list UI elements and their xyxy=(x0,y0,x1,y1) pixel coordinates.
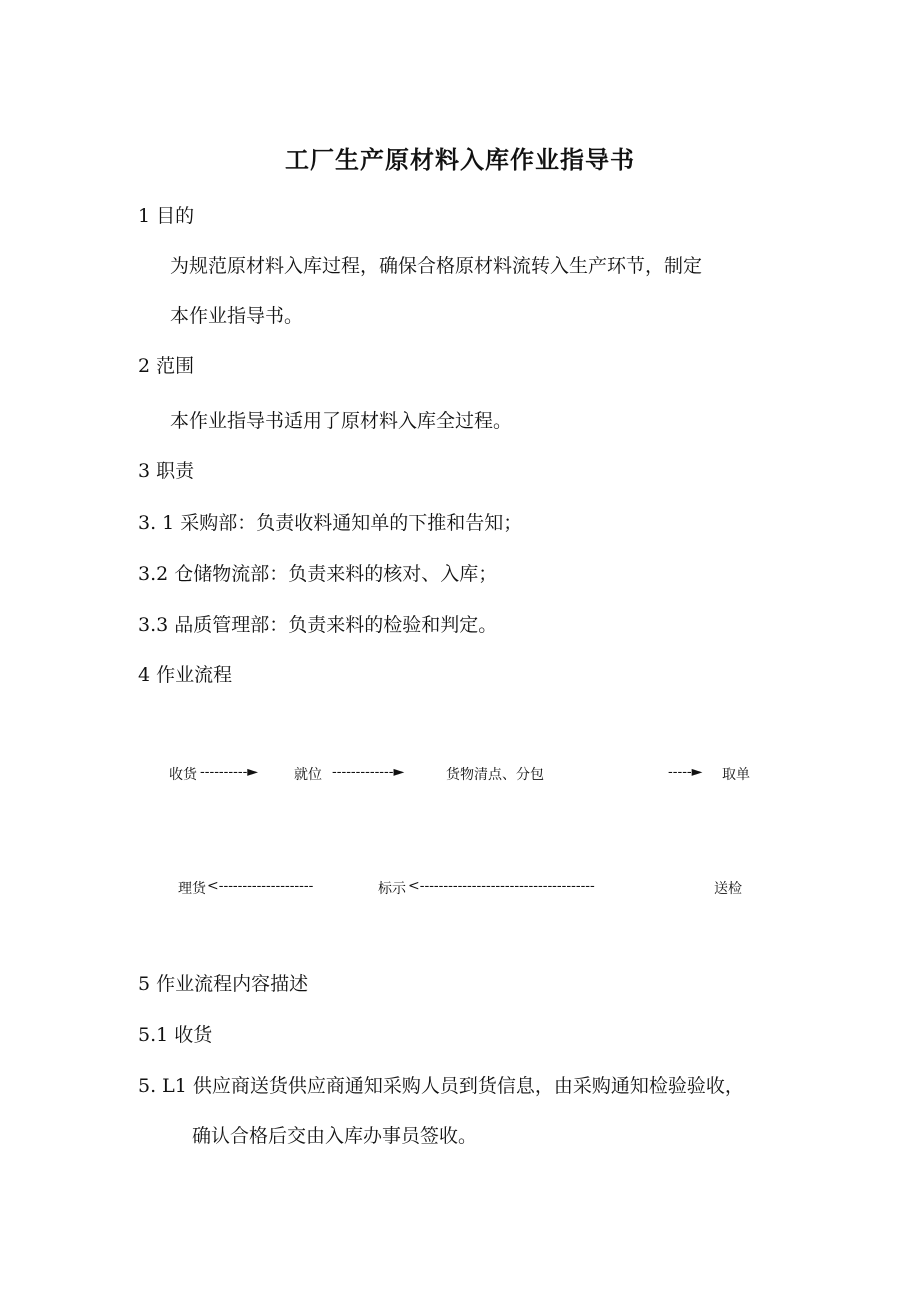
section-1-paragraph-line-2: 本作业指导书。 xyxy=(170,305,304,327)
flow-step-count-pack: 货物清点、分包 xyxy=(446,767,544,783)
flow-step-position: 就位 xyxy=(294,767,322,783)
flow-arrow-3: -----► xyxy=(668,764,703,780)
section-5-1-heading: 5.1 收货 xyxy=(138,1024,213,1046)
section-5-heading: 5 作业流程内容描述 xyxy=(138,973,309,995)
section-1-heading: 1 目的 xyxy=(138,205,195,227)
section-5-1-1-line-1: 5. L1 供应商送货供应商通知采购人员到货信息，由采购通知检验验收， xyxy=(138,1075,744,1097)
section-4-heading: 4 作业流程 xyxy=(138,664,233,686)
section-3-2: 3.2 仓储物流部：负责来料的核对、入库； xyxy=(138,563,498,585)
section-3-1: 3. 1 采购部：负责收料通知单的下推和告知； xyxy=(138,512,523,534)
section-3-3: 3.3 品质管理部：负责来料的检验和判定。 xyxy=(138,614,498,636)
flow-arrow-4: <-------------------- xyxy=(207,878,314,894)
section-2-paragraph: 本作业指导书适用了原材料入库全过程。 xyxy=(170,410,513,432)
section-1-paragraph-line-1: 为规范原材料入库过程，确保合格原材料流转入生产环节，制定 xyxy=(170,255,703,277)
section-2-heading: 2 范围 xyxy=(138,355,195,377)
flow-arrow-5: <------------------------------------- xyxy=(408,878,595,894)
document-title: 工厂生产原材料入库作业指导书 xyxy=(285,146,635,174)
flow-step-arrange: 理货 xyxy=(178,881,206,897)
flow-arrow-2: -------------► xyxy=(332,764,405,780)
flow-step-take-order: 取单 xyxy=(722,767,750,783)
flow-arrow-1: ----------► xyxy=(200,764,259,780)
flow-step-receive: 收货 xyxy=(169,767,197,783)
section-5-1-1-line-2: 确认合格后交由入库办事员签收。 xyxy=(192,1125,478,1147)
flow-step-inspect: 送检 xyxy=(714,881,742,897)
flow-step-label: 标示 xyxy=(378,881,406,897)
section-3-heading: 3 职责 xyxy=(138,460,195,482)
